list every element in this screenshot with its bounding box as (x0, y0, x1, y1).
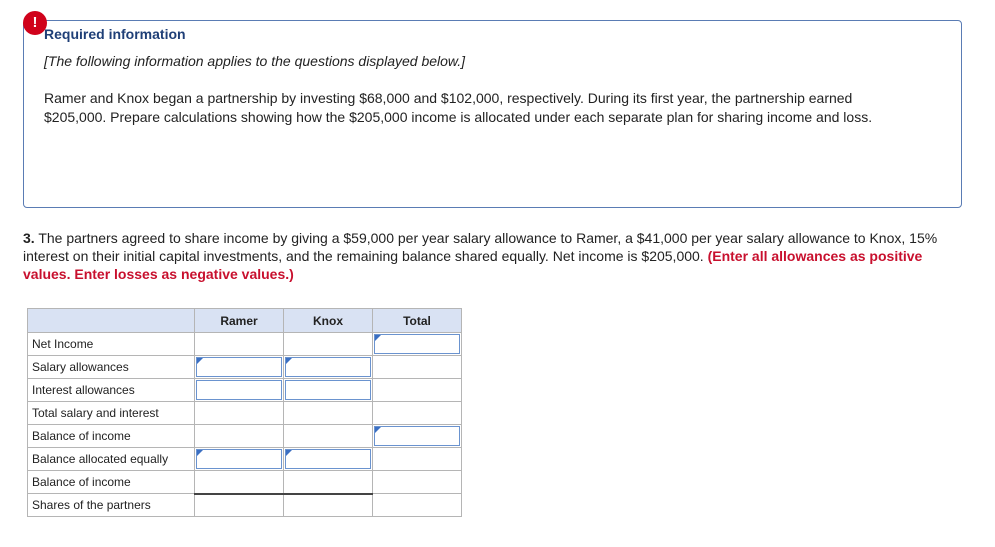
table-row (28, 356, 462, 379)
header-total: Total (373, 309, 462, 333)
interest-total (373, 379, 462, 402)
equal-ramer-cell (195, 448, 284, 471)
table-row (28, 471, 462, 494)
equal-knox-cell (284, 448, 373, 471)
question-prompt (23, 229, 963, 283)
row-label: Interest allowances (28, 379, 195, 402)
balance-knox (284, 425, 373, 448)
info-note: [The following information applies to the questions displayed below.] (44, 53, 466, 69)
equal-ramer-input[interactable] (196, 449, 282, 469)
header-ramer: Ramer (195, 309, 284, 333)
row-label: Shares of the partners (28, 494, 195, 517)
table-row (28, 494, 462, 517)
salary-ramer-cell (195, 356, 284, 379)
balance2-total (373, 471, 462, 494)
total-si-total (373, 402, 462, 425)
balance2-ramer (195, 471, 284, 494)
total-si-ramer (195, 402, 284, 425)
question-number: 3. (23, 230, 35, 246)
balance-total-input[interactable] (374, 426, 460, 446)
table-row (28, 425, 462, 448)
row-label: Total salary and interest (28, 402, 195, 425)
net-income-ramer (195, 333, 284, 356)
table-row (28, 448, 462, 471)
question-instruction: (Enter all allowances as positive values. Enter losses as negative values.) (23, 248, 923, 282)
alert-icon: ! (23, 11, 47, 35)
interest-ramer-input[interactable] (196, 380, 282, 400)
total-si-knox (284, 402, 373, 425)
row-label: Balance of income (28, 425, 195, 448)
balance-total-cell (373, 425, 462, 448)
interest-knox-cell (284, 379, 373, 402)
row-label: Balance of income (28, 471, 195, 494)
net-income-total-input[interactable] (374, 334, 460, 354)
salary-total (373, 356, 462, 379)
balance2-knox (284, 471, 373, 494)
balance-ramer (195, 425, 284, 448)
table-row (28, 379, 462, 402)
net-income-knox (284, 333, 373, 356)
info-title: Required information (44, 26, 186, 42)
interest-knox-input[interactable] (285, 380, 371, 400)
header-knox: Knox (284, 309, 373, 333)
equal-total (373, 448, 462, 471)
info-body: Ramer and Knox began a partnership by investing $68,000 and $102,000, respectively. During its first year, the partnership earned $205,000. Prepare calculations showing how the $205,000 income is allocated under each separate plan for sharing income and loss. (44, 90, 873, 125)
shares-ramer[interactable] (195, 494, 284, 517)
salary-ramer-input[interactable] (196, 357, 282, 377)
salary-knox-input[interactable] (285, 357, 371, 377)
row-label: Balance allocated equally (28, 448, 195, 471)
net-income-total-cell (373, 333, 462, 356)
header-blank (28, 309, 195, 333)
table-row (28, 333, 462, 356)
shares-total (373, 494, 462, 517)
table-row (28, 402, 462, 425)
salary-knox-cell (284, 356, 373, 379)
allocation-table (27, 308, 462, 517)
row-label: Net Income (28, 333, 195, 356)
shares-knox[interactable] (284, 494, 373, 517)
equal-knox-input[interactable] (285, 449, 371, 469)
question-text: The partners agreed to share income by giving a $59,000 per year salary allowance to Ramer, a $41,000 per year salary allowance to Knox, 15% interest on their initial capital investments, and the remaining balance shared equally. Net income is $205,000. (23, 230, 938, 264)
row-label: Salary allowances (28, 356, 195, 379)
table-header-row (28, 309, 462, 333)
interest-ramer-cell (195, 379, 284, 402)
